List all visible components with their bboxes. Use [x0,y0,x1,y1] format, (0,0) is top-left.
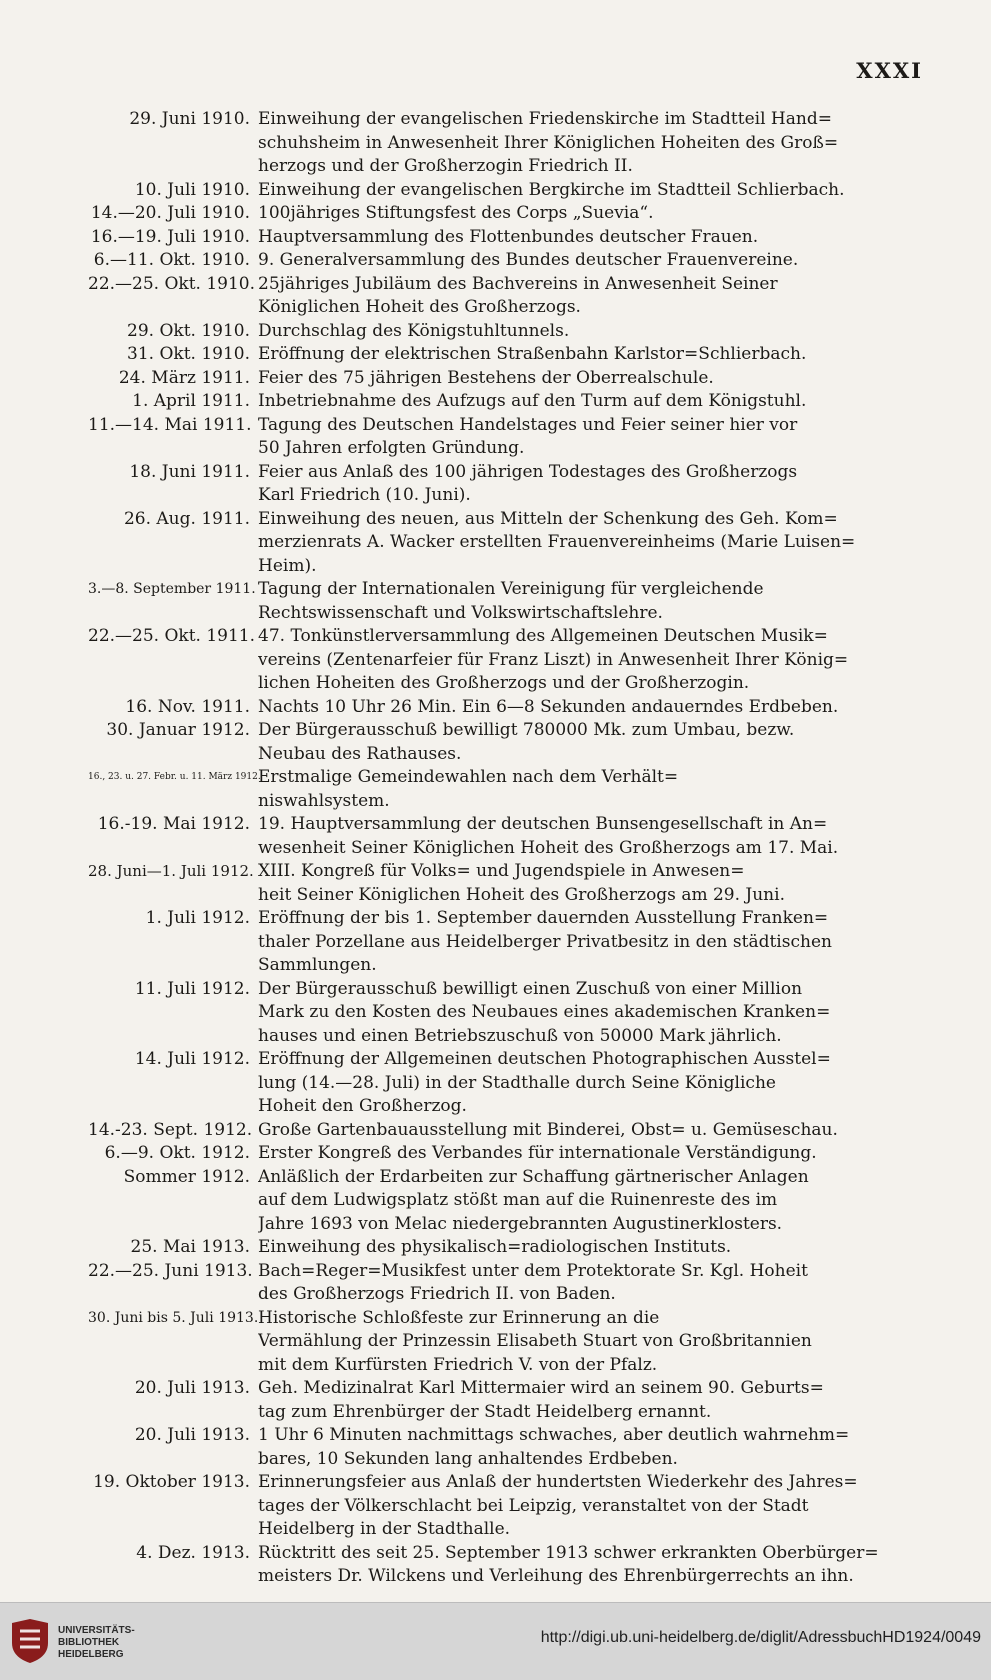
chronicle-entry [88,813,924,860]
entry-text-line: Nachts 10 Uhr 26 Min. Ein 6—8 Sekunden andauerndes Erdbeben. [258,696,839,717]
entry-text [258,1260,924,1307]
entry-text [258,1048,924,1119]
entry-date: 22.—25. Juni 1913. [88,1260,253,1281]
entry-text [258,1377,924,1424]
entry-text-line: herzogs und der Großherzogin Friedrich II. [258,156,633,176]
entry-text-line: Vermählung der Prinzessin Elisabeth Stuart von Großbritannien [258,1331,812,1351]
entry-date: 20. Juli 1913. [134,1378,250,1398]
entry-text [258,1236,924,1260]
library-name [58,1625,135,1661]
entry-date: 14.—20. Juli 1910. [90,203,250,223]
entry-text [258,273,924,320]
entry-text [258,1307,924,1378]
entry-text [258,343,924,367]
entry-date: 16. Nov. 1911. [125,696,250,717]
chronicle-entry [88,719,924,766]
entry-text-line: Große Gartenbauausstellung mit Binderei, Obst= u. Gemüseschau. [258,1119,838,1140]
chronicle-entry [88,508,924,579]
entry-text-line: Einweihung der evangelischen Friedenskirche im Stadtteil Hand= [258,109,832,129]
entry-text-line: Geh. Medizinalrat Karl Mittermaier wird an seinem 90. Geburts= [258,1378,824,1398]
entry-text-line: Erster Kongreß des Verbandes für internationale Verständigung. [258,1143,817,1163]
entry-text [258,1142,924,1166]
library-name-line: BIBLIOTHEK [58,1637,120,1648]
chronicle-entries [88,108,924,1589]
entry-text-line: XIII. Kongreß für Volks= und Jugendspiele in Anwesen= [258,861,745,881]
entry-text [258,108,924,179]
entry-text-line: lung (14.—28. Juli) in der Stadthalle durch Seine Königliche [258,1072,776,1093]
entry-text-line: 50 Jahren erfolgten Gründung. [258,438,525,458]
chronicle-entry [88,978,924,1049]
entry-text-line: Hauptversammlung des Flottenbundes deutscher Frauen. [258,226,759,247]
entry-text-line: Jahre 1693 von Melac niedergebrannten Augustinerklosters. [258,1213,783,1234]
entry-text-line: Mark zu den Kosten des Neubaues eines akademischen Kranken= [258,1002,831,1022]
entry-text-line: Hoheit den Großherzog. [258,1096,467,1116]
entry-text-line: Erinnerungsfeier aus Anlaß der hundertsten Wiederkehr des Jahres= [258,1472,858,1492]
entry-text [258,367,924,391]
entry-text-line: Tagung der Internationalen Vereinigung für vergleichende [258,579,764,599]
entry-text [258,907,924,978]
entry-date: 24. März 1911. [118,367,250,388]
entry-text [258,414,924,461]
entry-text-line: lichen Hoheiten des Großherzogs und der Großherzogin. [258,673,750,693]
entry-text-line: Feier aus Anlaß des 100 jährigen Todestages des Großherzogs [258,461,798,482]
entry-text [258,1166,924,1237]
entry-text-line: Einweihung der evangelischen Bergkirche im Stadtteil Schlierbach. [258,179,845,200]
entry-text-line: Neubau des Rathauses. [258,743,462,764]
entry-text-line: Eröffnung der Allgemeinen deutschen Photographischen Ausstel= [258,1049,831,1069]
entry-text-line: 25jähriges Jubiläum des Bachvereins in Anwesenheit Seiner [258,273,778,294]
entry-text-line: Eröffnung der bis 1. September dauernden Ausstellung Franken= [258,908,829,928]
entry-text-line: thaler Porzellane aus Heidelberger Privatbesitz in den städtischen [258,931,832,952]
chronicle-entry [88,766,924,813]
entry-text-line: Rücktritt des seit 25. September 1913 schwer erkrankten Oberbürger= [258,1542,879,1563]
entry-date: 6.—11. Okt. 1910. [93,250,250,270]
entry-text-line: 9. Generalversammlung des Bundes deutscher Frauenvereine. [258,250,799,270]
entry-date: 22.—25. Okt. 1911. [88,626,256,646]
entry-text [258,1424,924,1471]
entry-date: 14. Juli 1912. [134,1049,250,1069]
entry-text-line: schuhsheim in Anwesenheit Ihrer Königlichen Hoheiten des Groß= [258,132,839,153]
entry-text-line: Feier des 75 jährigen Bestehens der Oberrealschule. [258,367,714,388]
entry-text [258,696,924,720]
entry-text-line: Bach=Reger=Musikfest unter dem Protektorate Sr. Kgl. Hoheit [258,1260,808,1281]
chronicle-entry [88,1166,924,1237]
entry-text-line: Sammlungen. [258,955,377,975]
entry-text-line: heit Seiner Königlichen Hoheit des Großherzogs am 29. Juni. [258,884,785,905]
entry-text-line: Durchschlag des Königstuhltunnels. [258,320,570,341]
chronicle-entry [88,860,924,907]
library-name-line: UNIVERSITÄTS- [58,1625,135,1636]
entry-text-line: Einweihung des physikalisch=radiologischen Instituts. [258,1237,732,1257]
chronicle-entry [88,696,924,720]
entry-text [258,1471,924,1542]
entry-text-line: vereins (Zentenarfeier für Franz Liszt) in Anwesenheit Ihrer König= [258,649,849,670]
chronicle-entry [88,226,924,250]
chronicle-entry [88,390,924,414]
entry-text-line: Eröffnung der elektrischen Straßenbahn Karlstor=Schlierbach. [258,344,807,364]
entry-text-line: auf dem Ludwigsplatz stößt man auf die Ruinenreste des im [258,1190,778,1210]
chronicle-entry [88,625,924,696]
chronicle-entry [88,578,924,625]
chronicle-entry [88,249,924,273]
chronicle-entry [88,1377,924,1424]
entry-text [258,860,924,907]
entry-text-line: Königlichen Hoheit des Großherzogs. [258,297,581,317]
chronicle-entry [88,1048,924,1119]
entry-text-line: mit dem Kurfürsten Friedrich V. von der Pfalz. [258,1354,658,1375]
university-seal-icon [8,1617,52,1665]
entry-text-line: des Großherzogs Friedrich II. von Baden. [258,1284,616,1304]
entry-date: 11.—14. Mai 1911. [88,414,252,435]
entry-text-line: Der Bürgerausschuß bewilligt 780000 Mk. zum Umbau, bezw. [258,720,795,740]
entry-date: 1. April 1911. [132,391,250,411]
entry-date: 16.-19. Mai 1912. [97,814,250,834]
entry-date: 26. Aug. 1911. [123,508,250,529]
entry-text [258,1119,924,1143]
entry-text [258,578,924,625]
seal-shield [12,1619,48,1663]
entry-date: 16., 23. u. 27. Febr. u. 11. März 1912. [88,772,261,782]
chronicle-entry [88,367,924,391]
entry-text-line: Heidelberg in der Stadthalle. [258,1519,511,1539]
chronicle-entry [88,1236,924,1260]
entry-date: 11. Juli 1912. [134,978,250,999]
entry-date: 16.—19. Juli 1910. [90,226,250,247]
entry-text-line: Anläßlich der Erdarbeiten zur Schaffung gärtnerischer Anlagen [258,1166,809,1187]
entry-text-line: Tagung des Deutschen Handelstages und Feier seiner hier vor [258,414,798,435]
entry-text [258,719,924,766]
chronicle-entry [88,1307,924,1378]
entry-text-line: Inbetriebnahme des Aufzugs auf den Turm auf dem Königstuhl. [258,391,807,411]
chronicle-entry [88,273,924,320]
entry-date: 14.-23. Sept. 1912. [88,1119,253,1140]
viewer-footer [0,1602,991,1680]
page-number: XXXI [856,58,923,83]
entry-text-line: tag zum Ehrenbürger der Stadt Heidelberg ernannt. [258,1401,712,1422]
entry-text-line: 19. Hauptversammlung der deutschen Bunsengesellschaft in An= [258,814,828,834]
entry-text-line: 100jähriges Stiftungsfest des Corps „Suevia“. [258,203,654,223]
entry-text-line: hauses und einen Betriebszuschuß von 50000 Mark jährlich. [258,1025,782,1046]
entry-text [258,978,924,1049]
entry-date: 1. Juli 1912. [145,908,250,928]
chronicle-entry [88,1142,924,1166]
entry-date: 4. Dez. 1913. [136,1542,250,1563]
entry-text-line: Erstmalige Gemeindewahlen nach dem Verhält= [258,767,679,787]
entry-text-line: tages der Völkerschlacht bei Leipzig, veranstaltet von der Stadt [258,1495,809,1516]
entry-date: 19. Oktober 1913. [93,1472,250,1492]
entry-text [258,813,924,860]
entry-date: 30. Januar 1912. [106,720,250,740]
permalink-url[interactable]: http://digi.ub.uni-heidelberg.de/diglit/AdressbuchHD1924/0049 [540,1629,981,1646]
entry-text-line: Rechtswissenschaft und Volkswirtschaftslehre. [258,602,663,623]
entry-text-line: Historische Schloßfeste zur Erinnerung an die [258,1307,660,1328]
entry-text [258,766,924,813]
chronicle-entry [88,1260,924,1307]
entry-text [258,508,924,579]
entry-date: 22.—25. Okt. 1910. [88,273,256,294]
entry-text-line: meisters Dr. Wilckens und Verleihung des Ehrenbürgerrechts an ihn. [258,1566,854,1586]
entry-date: 3.—8. September 1911. [88,581,256,597]
entry-text-line: bares, 10 Sekunden lang anhaltendes Erdbeben. [258,1448,678,1469]
entry-date: 10. Juli 1910. [134,179,250,200]
entry-text-line: Karl Friedrich (10. Juni). [258,485,471,505]
chronicle-entry [88,1542,924,1589]
entry-text-line: wesenheit Seiner Königlichen Hoheit des Großherzogs am 17. Mai. [258,837,839,858]
entry-date: 28. Juni—1. Juli 1912. [88,862,254,880]
entry-date: 25. Mai 1913. [130,1237,250,1257]
chronicle-entry [88,320,924,344]
entry-date: 30. Juni bis 5. Juli 1913. [88,1309,259,1326]
chronicle-entry [88,1424,924,1471]
chronicle-entry [88,414,924,461]
chronicle-entry [88,179,924,203]
entry-text [258,625,924,696]
entry-text-line: Der Bürgerausschuß bewilligt einen Zuschuß von einer Million [258,978,803,999]
entry-text [258,226,924,250]
entry-text-line: Einweihung des neuen, aus Mitteln der Schenkung des Geh. Kom= [258,508,838,529]
chronicle-entry [88,907,924,978]
entry-date: 31. Okt. 1910. [127,344,250,364]
entry-text [258,202,924,226]
entry-date: 29. Juni 1910. [129,109,250,129]
entry-text [258,249,924,273]
chronicle-entry [88,1471,924,1542]
chronicle-entry [88,108,924,179]
entry-text [258,461,924,508]
chronicle-entry [88,461,924,508]
entry-date: Sommer 1912. [123,1166,250,1187]
entry-date: 6.—9. Okt. 1912. [104,1143,250,1163]
entry-text [258,179,924,203]
entry-text-line: merzienrats A. Wacker erstellten Frauenvereinheims (Marie Luisen= [258,532,856,552]
entry-text-line: 47. Tonkünstlerversammlung des Allgemeinen Deutschen Musik= [258,626,828,646]
entry-text [258,320,924,344]
entry-date: 18. Juni 1911. [129,461,250,482]
chronicle-entry [88,343,924,367]
entry-date: 20. Juli 1913. [134,1425,250,1445]
entry-date: 29. Okt. 1910. [127,320,250,341]
entry-text-line: niswahlsystem. [258,790,390,811]
entry-text-line: 1 Uhr 6 Minuten nachmittags schwaches, aber deutlich wahrnehm= [258,1425,850,1445]
library-name-line: HEIDELBERG [58,1649,124,1660]
entry-text [258,390,924,414]
entry-text-line: Heim). [258,555,317,576]
chronicle-entry [88,202,924,226]
chronicle-entry [88,1119,924,1143]
entry-text [258,1542,924,1589]
